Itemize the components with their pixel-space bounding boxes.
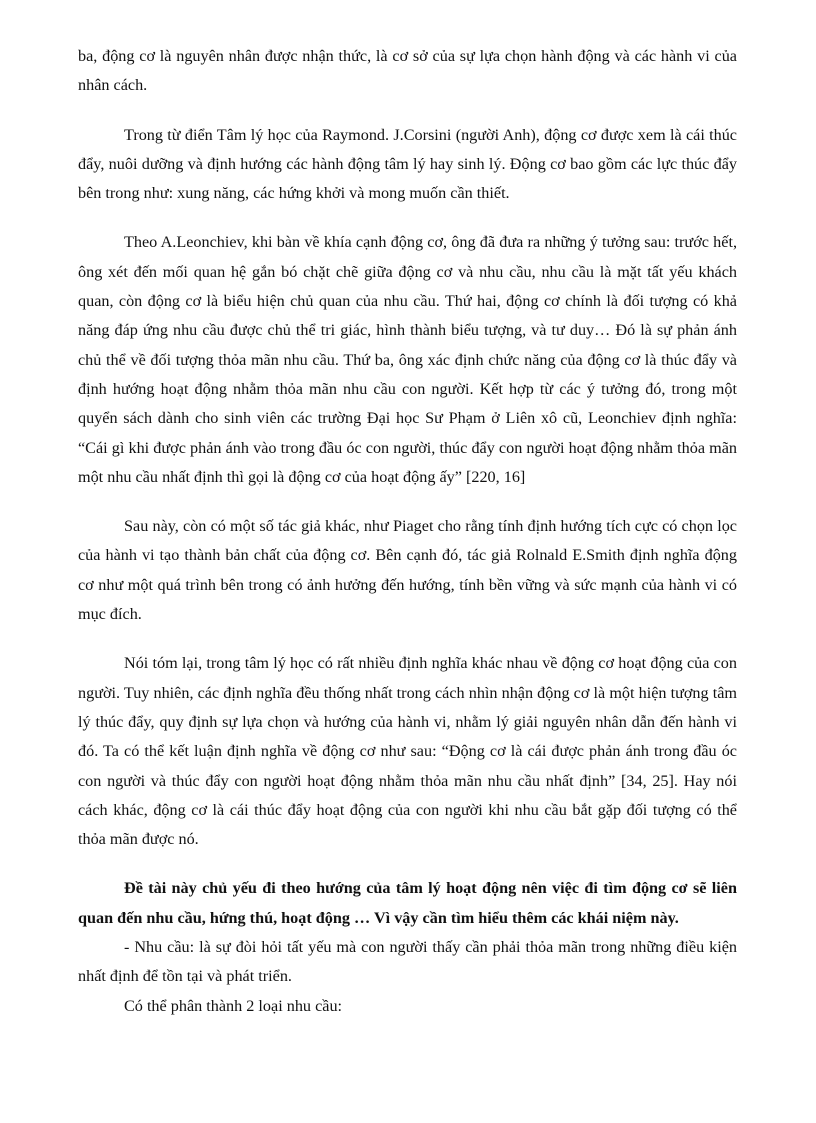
paragraph-continuation: ba, động cơ là nguyên nhân được nhận thức, là cơ sở của sự lựa chọn hành động và các hành vi của nhân cách. xyxy=(78,47,737,95)
paragraph-piaget: Sau này, còn có một số tác giả khác, như Piaget cho rằng tính định hướng tích cực có chọn lọc của hành vi tạo thành bản chất của động cơ. Bên cạnh đó, tác giả Rolnald E.Smith định nghĩa động cơ như một quá trình bên trong có ảnh hưởng đến hướng, tính bền vững và sức mạnh của hành vi có mục đích. xyxy=(78,517,737,624)
paragraph-need-definition: - Nhu cầu: là sự đòi hỏi tất yếu mà con người thấy cần phải thỏa mãn trong những điều kiện nhất định để tồn tại và phát triển. xyxy=(78,938,737,986)
paragraph-topic-bold: Đề tài này chủ yếu đi theo hướng của tâm lý hoạt động nên việc đi tìm động cơ sẽ liên quan đến nhu cầu, hứng thú, hoạt động … Vì vậy cần tìm hiểu thêm các khái niệm này. xyxy=(78,879,737,927)
paragraph-corsini: Trong từ điển Tâm lý học của Raymond. J.Corsini (người Anh), động cơ được xem là cái thúc đẩy, nuôi dưỡng và định hướng các hành động tâm lý hay sinh lý. Động cơ bao gồm các lực thúc đẩy bên trong như: xung năng, các hứng khởi và mong muốn cần thiết. xyxy=(78,125,737,203)
paragraph-summary: Nói tóm lại, trong tâm lý học có rất nhiều định nghĩa khác nhau về động cơ hoạt động của con người. Tuy nhiên, các định nghĩa đều thống nhất trong cách nhìn nhận động cơ là một hiện tượng tâm lý thúc đẩy, quy định sự lựa chọn và hướng của hành vi, nhằm lý giải nguyên nhân dẫn đến hành vi đó. Ta có thể kết luận định nghĩa về động cơ như sau: “Động cơ là cái được phản ánh trong đầu óc con người và thúc đẩy con người hoạt động nhằm thỏa mãn nhu cầu nhất định” [34, 25]. Hay nói cách khác, động cơ là cái thúc đẩy hoạt động của con người khi nhu cầu bắt gặp đối tượng có thể thỏa mãn được nó. xyxy=(78,654,737,849)
document-page xyxy=(78,42,737,1021)
paragraph-leonchiev: Theo A.Leonchiev, khi bàn về khía cạnh động cơ, ông đã đưa ra những ý tưởng sau: trước hết, ông xét đến mối quan hệ gắn bó chặt chẽ giữa động cơ và nhu cầu, nhu cầu là mặt tất yếu khách quan, còn động cơ là biểu hiện chủ quan của nhu cầu. Thứ hai, động cơ chính là đối tượng có khả năng đáp ứng nhu cầu được chủ thể tri giác, hình thành biểu tượng, và tư duy… Đó là sự phản ánh chủ thể về đối tượng thỏa mãn nhu cầu. Thứ ba, ông xác định chức năng của động cơ là thúc đẩy và định hướng hoạt động nhằm thỏa mãn nhu cầu con người. Kết hợp từ các ý tưởng đó, trong một quyển sách dành cho sinh viên các trường Đại học Sư Phạm ở Liên xô cũ, Leonchiev định nghĩa: “Cái gì khi được phản ánh vào trong đầu óc con người, thúc đẩy con người hoạt động nhằm thỏa mãn một nhu cầu nhất định thì gọi là động cơ của hoạt động ấy” [220, 16] xyxy=(78,233,737,486)
paragraph-need-types: Có thể phân thành 2 loại nhu cầu: xyxy=(124,996,343,1015)
